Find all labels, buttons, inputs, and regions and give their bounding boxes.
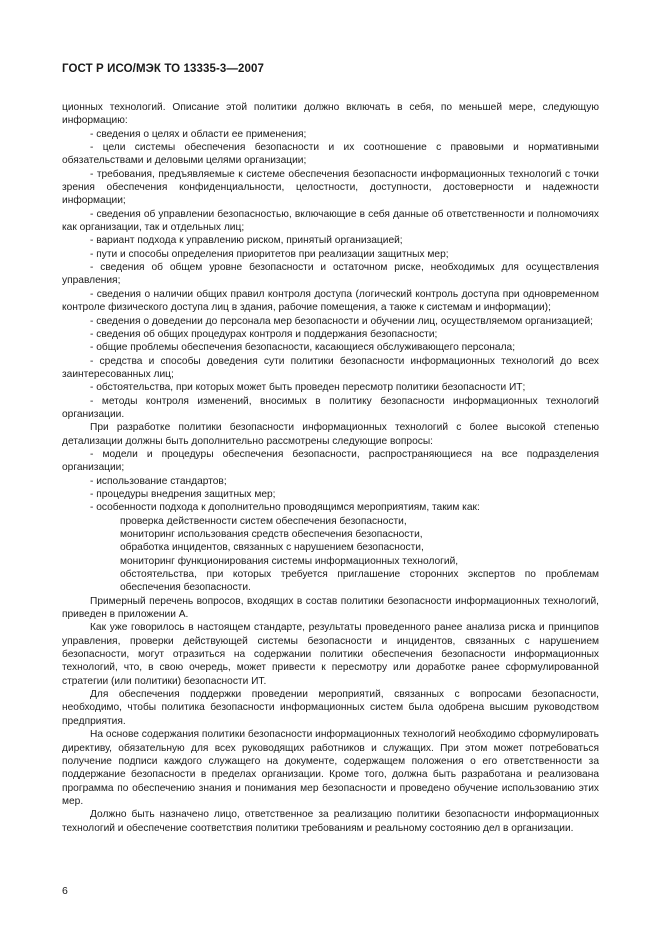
list-item: - процедуры внедрения защитных мер;	[90, 488, 276, 500]
paragraph: Для обеспечения поддержки проведении мероприятий, связанных с вопросами безопасности, необходимо, чтобы политика безопасности информационных систем была одобрена высшим руководством предприятия.	[62, 689, 599, 727]
sub-list-item: мониторинг функционирования системы информационных технологий,	[120, 555, 459, 567]
list-item: - сведения о целях и области ее применения;	[90, 128, 307, 140]
list-item: - сведения об управлении безопасностью, включающие в себя данные об ответственности и полномочиях как организации, так и отдельных лиц;	[62, 208, 599, 234]
list-item: - использование стандартов;	[90, 475, 227, 487]
list-item: - общие проблемы обеспечения безопасности, касающиеся обслуживающего персонала;	[90, 342, 516, 354]
list-item: - сведения о доведении до персонала мер безопасности и обучении лиц, осуществляемом организацией;	[90, 315, 593, 327]
list-item: - цели системы обеспечения безопасности и их соотношение с правовыми и нормативными обязательствами и деловыми целями организации;	[62, 142, 599, 167]
document-header: ГОСТ Р ИСО/МЭК ТО 13335-3—2007	[62, 63, 264, 75]
list-item: - вариант подхода к управлению риском, принятый организацией;	[90, 235, 403, 247]
list-item: - особенности подхода к дополнительно проводящимся мероприятиям, таким как:	[90, 502, 480, 514]
list-item: - сведения об общих процедурах контроля и поддержания безопасности;	[90, 328, 438, 340]
sub-list-item: обстоятельства, при которых требуется приглашение сторонних экспертов по проблемам обеспечения безопасности.	[120, 569, 599, 594]
paragraph: При разработке политики безопасности информационных технологий с более высокой степенью детализации должны быть дополнительно рассмотрены следующие вопросы:	[62, 422, 599, 447]
list-item: - модели и процедуры обеспечения безопасности, распространяющиеся на все подразделения организации;	[62, 448, 599, 474]
sub-list-item: проверка действенности систем обеспечения безопасности,	[120, 515, 407, 527]
sub-list-item: мониторинг использования средств обеспечения безопасности,	[120, 529, 423, 540]
paragraph: ционных технологий. Описание этой политики должно включать в себя, по меньшей мере, следующую информацию:	[62, 102, 599, 127]
page-number: 6	[62, 885, 68, 897]
list-item: - сведения о наличии общих правил контроля доступа (логический контроль доступа при одновременном контроле физического доступа лиц в здания, рабочие помещения, а также к системам и информации);	[62, 288, 599, 314]
paragraph: Примерный перечень вопросов, входящих в состав политики безопасности информационных технологий, приведен в приложении А.	[62, 595, 599, 621]
paragraph: На основе содержания политики безопасности информационных технологий необходимо сформулировать директиву, обязательную для всех руководящих работников и служащих. При этом может потребоваться получение подписи каждого служащего на документе, содержащем положения о его ответственности за поддержание безопасности в пределах организации. Кроме того, должна быть разработана и реализована программа по обеспечению знания и понимания мер безопасности и проведено обучение использованию этих мер.	[62, 729, 599, 807]
list-item: - требования, предъявляемые к системе обеспечения безопасности информационных технологий с точки зрения обеспечения конфиденциальности, целостности, доступности, достоверности и надежности информации;	[62, 168, 599, 207]
list-item: - средства и способы доведения сути политики безопасности информационных технологий до всех заинтересованных лиц;	[62, 355, 599, 380]
list-item: - методы контроля изменений, вносимых в политику безопасности информационных технологий организации.	[62, 395, 599, 420]
sub-list-item: обработка инцидентов, связанных с нарушением безопасности,	[120, 542, 424, 554]
document-body	[62, 101, 599, 835]
list-item: - пути и способы определения приоритетов при реализации защитных мер;	[90, 248, 449, 260]
list-item: - сведения об общем уровне безопасности и остаточном риске, необходимых для осуществления управления;	[62, 262, 599, 287]
paragraph: Должно быть назначено лицо, ответственное за реализацию политики безопасности информационных технологий и обеспечение соответствия политики требованиям и реальному состоянию дел в организации.	[62, 809, 599, 834]
paragraph: Как уже говорилось в настоящем стандарте, результаты проведенного ранее анализа риска и принципов управления, проверки действующей системы безопасности и инцидентов, связанных с нарушением безопасности, могут отразиться на содержании политики обеспечения безопасности информационных технологий, что, в свою очередь, может привести к пересмотру или доработке ранее сформулированной стратегии (или политики) безопасности ИТ.	[62, 622, 599, 687]
list-item: - обстоятельства, при которых может быть проведен пересмотр политики безопасности ИТ;	[90, 382, 526, 394]
